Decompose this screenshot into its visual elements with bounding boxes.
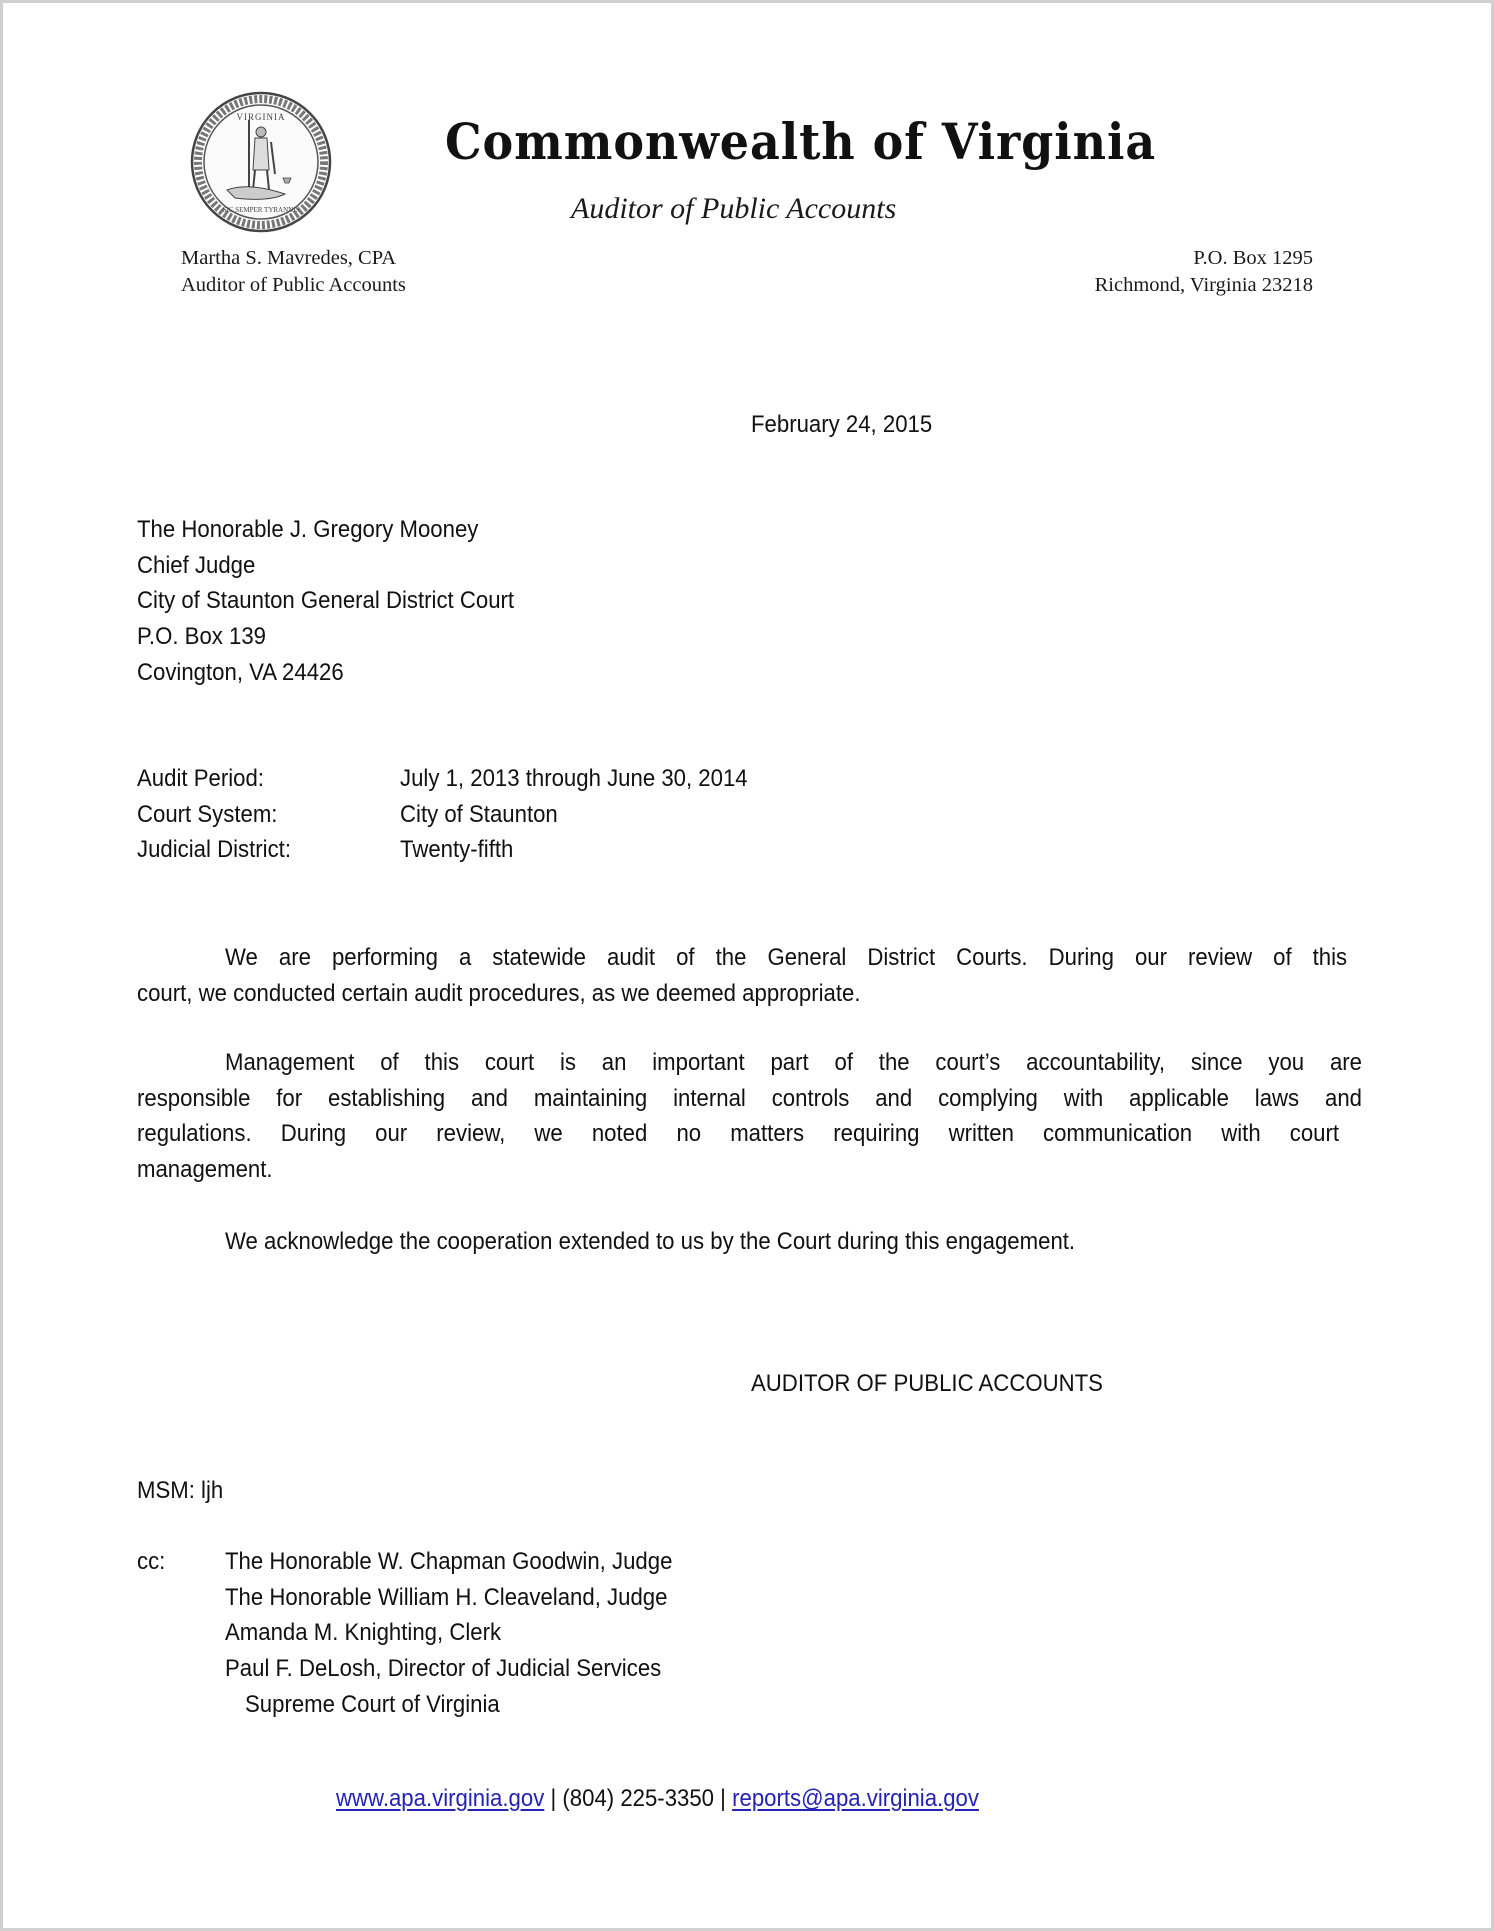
cc-recipient: Paul F. DeLosh, Director of Judicial Services [225,1655,662,1683]
auditor-title: Auditor of Public Accounts [181,274,406,296]
reference-initials [137,1473,232,1509]
initials-text: MSM: ljh [137,1477,224,1504]
cc-list [225,1544,719,1722]
letterhead-subtitle: Auditor of Public Accounts [571,192,897,225]
cc-recipient: Supreme Court of Virginia [245,1690,500,1718]
body-paragraph [137,940,1362,1011]
footer-line [336,1781,979,1817]
office-po-box: P.O. Box 1295 [1193,247,1313,269]
recipient-line: Covington, VA 24426 [137,658,344,686]
recipient-line: City of Staunton General District Court [137,587,515,615]
recipient-line: P.O. Box 139 [137,623,267,651]
audit-info-row [137,832,1037,868]
phone-number: (804) 225-3350 [562,1785,715,1812]
body-paragraph [137,1224,1362,1260]
audit-info-label: Court System: [137,800,278,828]
signature-block [751,1366,1140,1402]
audit-info-label: Audit Period: [137,765,264,792]
signature-text: AUDITOR OF PUBLIC ACCOUNTS [751,1370,1103,1397]
letter-date [751,407,951,443]
paragraph-line: court, we conducted certain audit procedures, as we deemed appropriate. [137,979,861,1007]
svg-text:SIC SEMPER TYRANNIS: SIC SEMPER TYRANNIS [222,206,300,214]
paragraph-line: management. [137,1156,273,1184]
cc-label: cc: [137,1548,166,1575]
recipient-address [137,512,554,690]
office-address-block [1095,245,1313,299]
letterhead-title: Commonwealth of Virginia [445,112,1157,171]
audit-info-row [137,797,1037,833]
footer-separator: | [550,1785,557,1812]
recipient-line: Chief Judge [137,551,256,579]
email-link[interactable]: reports@apa.virginia.gov [732,1785,979,1812]
website-link[interactable]: www.apa.virginia.gov [336,1785,545,1812]
audit-info-value: Twenty-fifth [400,836,514,864]
paragraph-line: responsible for establishing and maintaining internal controls and complying with applicable laws and [137,1084,1363,1112]
cc-recipient: The Honorable William H. Cleaveland, Judge [225,1583,668,1611]
cc-recipient: The Honorable W. Chapman Goodwin, Judge [225,1548,673,1575]
recipient-line: The Honorable J. Gregory Mooney [137,516,479,543]
paragraph-line: regulations. During our review, we noted no matters requiring written communication with court [137,1120,1340,1148]
audit-info-value: City of Staunton [400,800,558,828]
auditor-name-block [181,245,406,299]
audit-info-value: July 1, 2013 through June 30, 2014 [400,765,748,792]
audit-info-label: Judicial District: [137,836,292,864]
cc-recipient: Amanda M. Knighting, Clerk [225,1619,502,1647]
office-city: Richmond, Virginia 23218 [1094,274,1313,296]
footer-contact [336,1781,1046,1817]
audit-info-row [137,761,1037,797]
footer-separator: | [720,1785,726,1812]
svg-text:VIRGINIA: VIRGINIA [236,112,286,122]
paragraph-line: We are performing a statewide audit of the General District Courts. During our review of this [225,944,1348,971]
audit-info [137,761,1037,868]
paragraph-line: Management of this court is an important part of the court’s accountability, since you are [225,1049,1363,1076]
date-text: February 24, 2015 [751,411,933,438]
virginia-seal-icon [189,90,333,234]
body-paragraph [137,1045,1362,1188]
paragraph-line: We acknowledge the cooperation extended to us by the Court during this engagement. [225,1228,1076,1255]
auditor-name: Martha S. Mavredes, CPA [181,247,397,269]
